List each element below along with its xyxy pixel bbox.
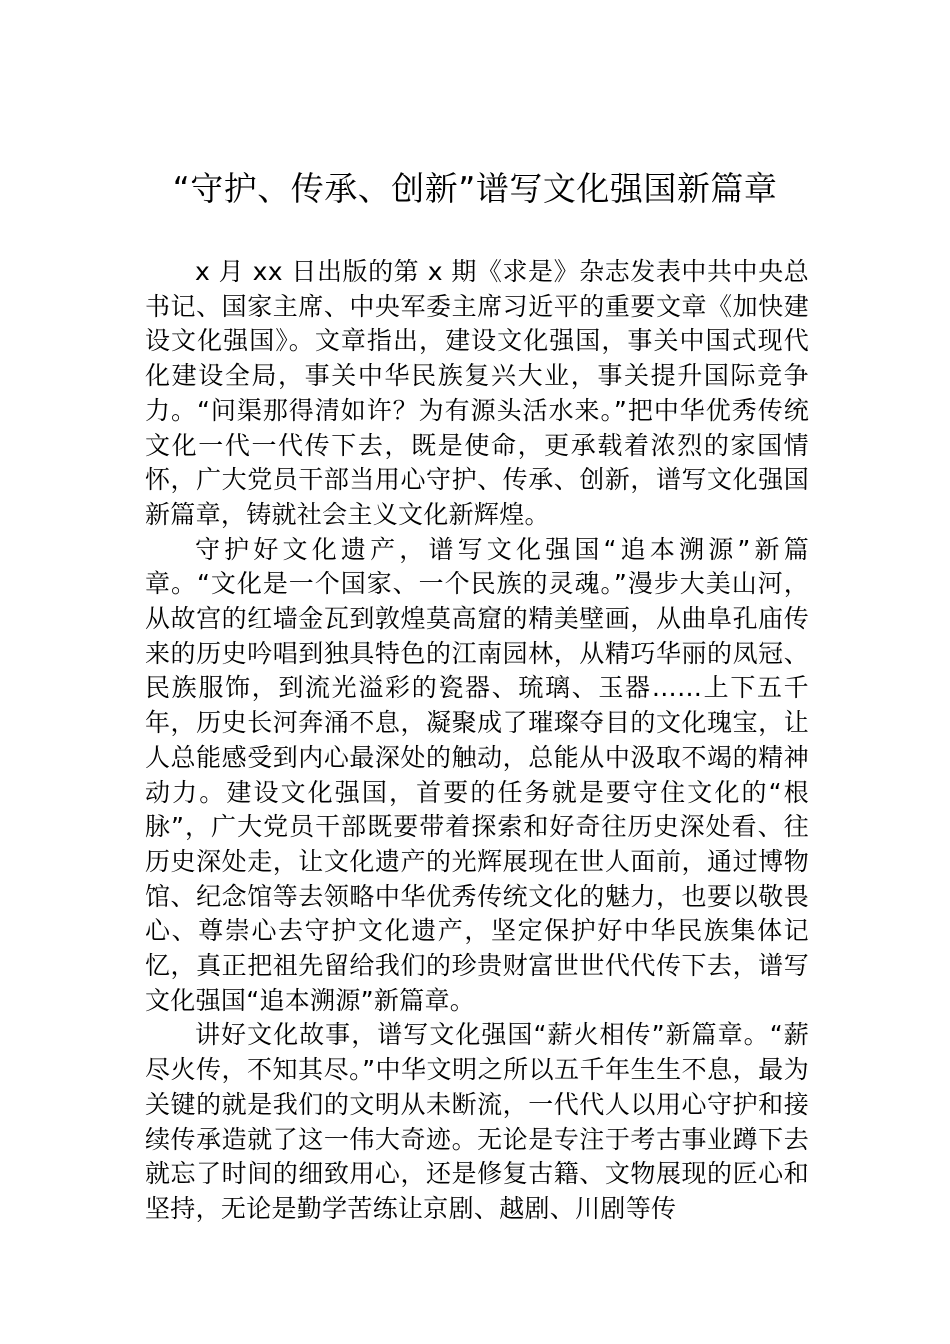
paragraph-2: 守护好文化遗产，谱写文化强国“追本溯源”新篇章。“文化是一个国家、一个民族的灵魂。”漫步大美山河，从故宫的红墙金瓦到敦煌莫高窟的精美壁画，从曲阜孔庙传来的历史吟唱到独具特色的江南园林，从精巧华丽的凤冠、民族服饰，到流光溢彩的瓷器、琉璃、玉器……上下五千年，历史长河奔涌不息，凝聚成了璀璨夺目的文化瑰宝，让人总能感受到内心最深处的触动，总能从中汲取不竭的精神动力。建设文化强国，首要的任务就是要守住文化的“根脉”，广大党员干部既要带着探索和好奇往历史深处看、往历史深处走，让文化遗产的光辉展现在世人面前，通过博物馆、纪念馆等去领略中华优秀传统文化的魅力，也要以敬畏心、尊崇心去守护文化遗产，坚定保护好中华民族集体记忆，真正把祖先留给我们的珍贵财富世世代代传下去，谱写文化强国“追本溯源”新篇章。 <box>145 534 809 1015</box>
document-body <box>145 255 809 1227</box>
paragraph-1: x 月 xx 日出版的第 x 期《求是》杂志发表中共中央总书记、国家主席、中央军委主席习近平的重要文章《加快建设文化强国》。文章指出，建设文化强国，事关中国式现代化建设全局，事关中华民族复兴大业，事关提升国际竞争力。“问渠那得清如许？为有源头活水来。”把中华优秀传统文化一代一代传下去，既是使命，更承载着浓烈的家国情怀，广大党员干部当用心守护、传承、创新，谱写文化强国新篇章，铸就社会主义文化新辉煌。 <box>145 257 809 529</box>
paragraph-3: 讲好文化故事，谱写文化强国“薪火相传”新篇章。“薪尽火传，不知其尽。”中华文明之所以五千年生生不息，最为关键的就是我们的文明从未断流，一代代人以用心守护和接续传承造就了这一伟大奇迹。无论是专注于考古事业蹲下去就忘了时间的细致用心，还是修复古籍、文物展现的匠心和坚持，无论是勤学苦练让京剧、越剧、川剧等传 <box>145 1020 809 1223</box>
document-title: “守护、传承、创新”谱写文化强国新篇章 <box>172 169 778 208</box>
